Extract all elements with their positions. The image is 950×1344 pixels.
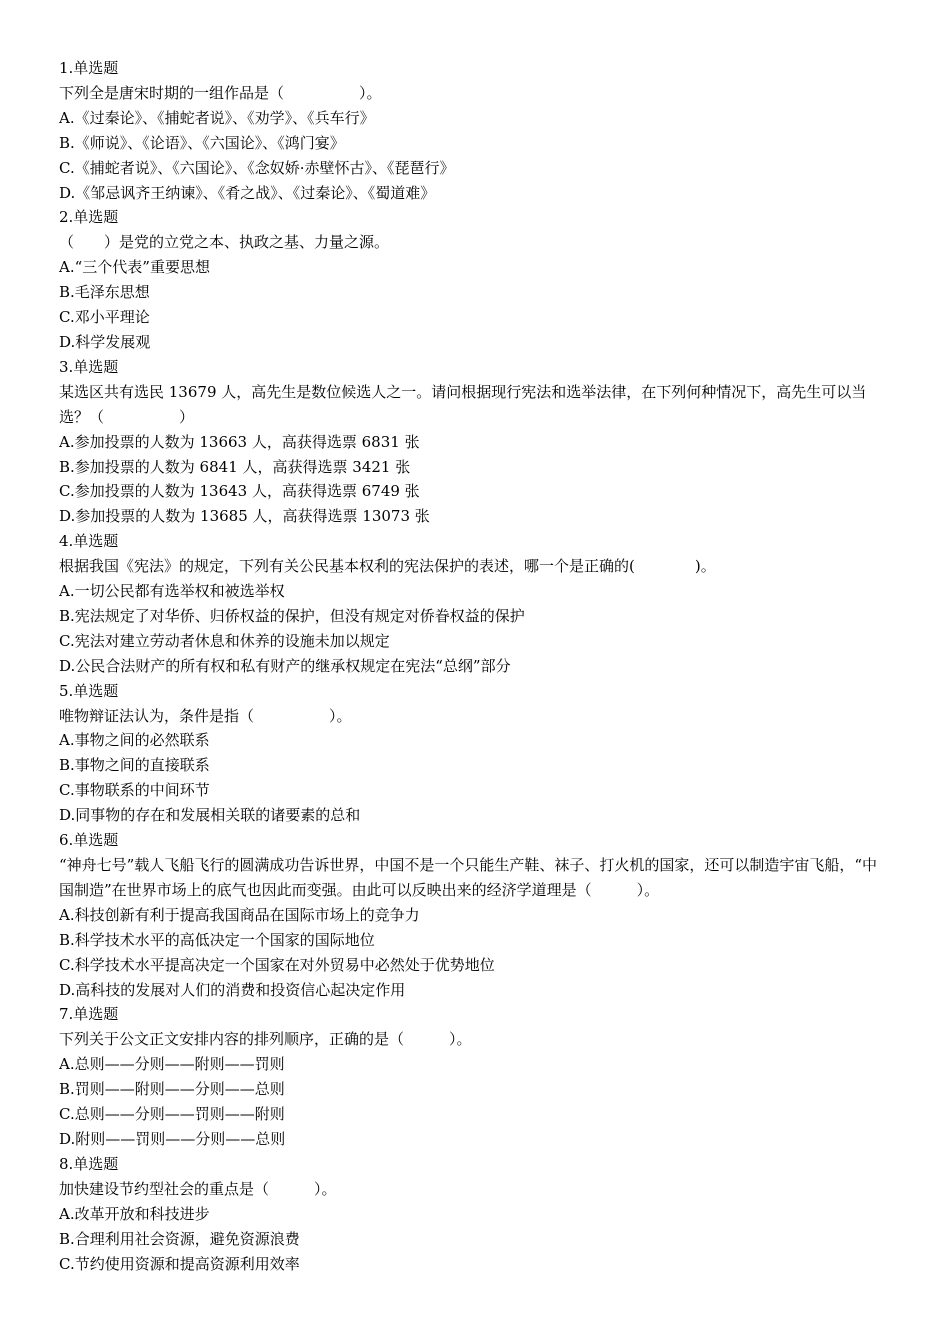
answer-option: B.宪法规定了对华侨、归侨权益的保护，但没有规定对侨眷权益的保护 [59, 606, 525, 625]
answer-option: D.科学发展观 [59, 332, 151, 351]
question-type-label: 7.单选题 [59, 1005, 119, 1024]
question-type-label: 5.单选题 [59, 681, 119, 700]
question-type-label: 1.单选题 [59, 59, 119, 77]
answer-option: B.事物之间的直接联系 [59, 756, 210, 775]
answer-option: C.邓小平理论 [59, 308, 150, 327]
answer-option: C.总则——分则——罚则——附则 [59, 1105, 285, 1124]
question-stem: “神舟七号”载人飞船飞行的圆满成功告诉世界，中国不是一个只能生产鞋、袜子、打火机的国家，还可以制造宇宙飞船，“中国制造”在世界市场上的底气也因此而变强。由此可以反映出来的经济学道理是（ ）。 [59, 856, 878, 899]
question-document [59, 56, 889, 1276]
answer-option: A.“三个代表”重要思想 [59, 258, 210, 277]
answer-option: D.附则——罚则——分则——总则 [59, 1129, 286, 1148]
answer-option: D.《邹忌讽齐王纳谏》、《肴之战》、《过秦论》、《蜀道难》 [59, 183, 436, 202]
question-type-label: 8.单选题 [59, 1154, 119, 1173]
question-stem: （ ）是党的立党之本、执政之基、力量之源。 [59, 233, 390, 252]
answer-option: D.同事物的存在和发展相关联的诸要素的总和 [59, 806, 361, 825]
question-type-label: 6.单选题 [59, 831, 119, 850]
question-block [59, 1002, 889, 1151]
answer-option: A.一切公民都有选举权和被选举权 [59, 582, 285, 601]
question-block [59, 529, 889, 678]
answer-option: B.《师说》、《论语》、《六国论》、《鸿门宴》 [59, 133, 345, 152]
answer-option: C.参加投票的人数为 13643 人，高获得选票 6749 张 [59, 482, 420, 501]
answer-option: C.科学技术水平提高决定一个国家在对外贸易中必然处于优势地位 [59, 955, 495, 974]
question-type-label: 2.单选题 [59, 208, 119, 227]
answer-option: C.宪法对建立劳动者休息和休养的设施未加以规定 [59, 631, 390, 650]
question-type-label: 4.单选题 [59, 532, 119, 551]
answer-option: A.总则——分则——附则——罚则 [59, 1055, 285, 1074]
answer-option: D.参加投票的人数为 13685 人，高获得选票 13073 张 [59, 507, 430, 526]
answer-option: B.科学技术水平的高低决定一个国家的国际地位 [59, 930, 375, 949]
question-block [59, 56, 889, 205]
answer-option: C.事物联系的中间环节 [59, 781, 210, 800]
question-stem: 下列全是唐宋时期的一组作品是（ ）。 [59, 83, 382, 102]
question-stem: 加快建设节约型社会的重点是（ ）。 [59, 1179, 337, 1198]
question-type-label: 3.单选题 [59, 357, 119, 376]
question-block [59, 1152, 889, 1277]
answer-option: B.合理利用社会资源，避免资源浪费 [59, 1229, 300, 1248]
answer-option: B.参加投票的人数为 6841 人，高获得选票 3421 张 [59, 457, 411, 476]
answer-option: A.参加投票的人数为 13663 人，高获得选票 6831 张 [59, 432, 420, 451]
answer-option: D.高科技的发展对人们的消费和投资信心起决定作用 [59, 980, 406, 999]
answer-option: D.公民合法财产的所有权和私有财产的继承权规定在宪法“总纲”部分 [59, 656, 511, 675]
question-stem: 下列关于公文正文安排内容的排列顺序，正确的是（ ）。 [59, 1030, 472, 1049]
question-stem: 某选区共有选民 13679 人，高先生是数位候选人之一。请问根据现行宪法和选举法律，在下列何种情况下，高先生可以当选？（ ） [59, 382, 867, 426]
question-block [59, 355, 889, 529]
answer-option: A.改革开放和科技进步 [59, 1204, 210, 1223]
answer-option: B.毛泽东思想 [59, 283, 150, 302]
question-stem: 唯物辩证法认为，条件是指（ ）。 [59, 706, 352, 725]
answer-option: C.《捕蛇者说》、《六国论》、《念奴娇·赤壁怀古》、《琵琶行》 [59, 158, 455, 177]
question-block [59, 205, 889, 354]
question-block [59, 679, 889, 828]
answer-option: C.节约使用资源和提高资源利用效率 [59, 1254, 300, 1273]
answer-option: A.《过秦论》、《捕蛇者说》、《劝学》、《兵车行》 [59, 108, 375, 127]
answer-option: A.科技创新有利于提高我国商品在国际市场上的竞争力 [59, 905, 420, 924]
answer-option: B.罚则——附则——分则——总则 [59, 1080, 285, 1099]
question-block [59, 828, 889, 1002]
question-stem: 根据我国《宪法》的规定，下列有关公民基本权利的宪法保护的表述，哪一个是正确的( )。 [59, 557, 716, 576]
answer-option: A.事物之间的必然联系 [59, 731, 210, 750]
